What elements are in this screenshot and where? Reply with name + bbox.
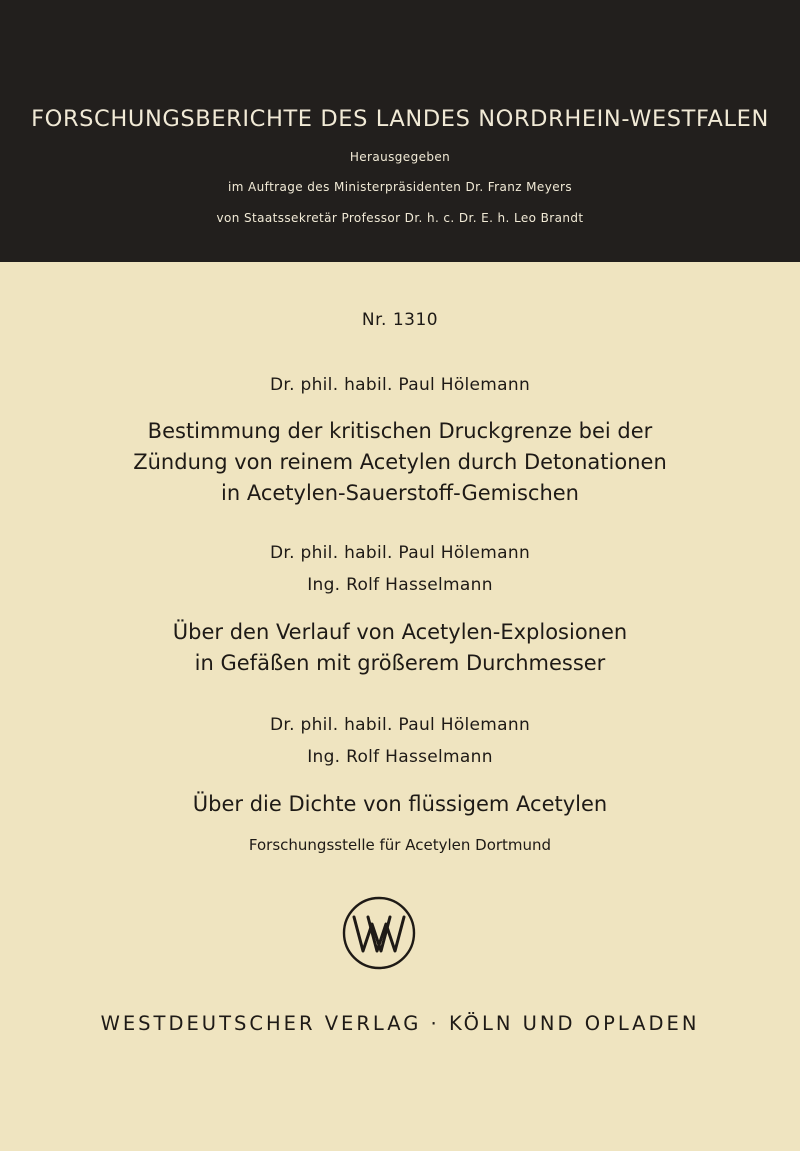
publisher-logo [341,895,417,971]
paper-3-title-line-1: Über die Dichte von flüssigem Acetylen [192,792,608,816]
paper-1-title-line-1: Bestimmung der kritischen Druckgrenze bei der [147,419,653,443]
series-title: FORSCHUNGSBERICHTE DES LANDES NORDRHEIN-WESTFALEN [31,106,769,132]
paper-3-author-2: Ing. Rolf Hasselmann [307,747,493,767]
paper-1-title-line-3: in Acetylen-Sauerstoff-Gemischen [221,481,579,505]
paper-1-title-line-2: Zündung von reinem Acetylen durch Detonationen [133,450,667,474]
paper-2-author-1: Dr. phil. habil. Paul Hölemann [269,543,531,563]
publisher-imprint: WESTDEUTSCHER VERLAG · KÖLN UND OPLADEN [100,1012,700,1035]
cover-body [0,262,800,1151]
paper-2-title-line-1: Über den Verlauf von Acetylen-Explosionen [172,620,628,644]
editor-line-2: im Auftrage des Ministerpräsidenten Dr. Franz Meyers [228,180,572,194]
paper-3-author-1: Dr. phil. habil. Paul Hölemann [269,715,531,735]
affiliation: Forschungsstelle für Acetylen Dortmund [248,836,552,854]
editor-line-3: von Staatssekretär Professor Dr. h. c. Dr. E. h. Leo Brandt [216,211,584,225]
paper-1-author: Dr. phil. habil. Paul Hölemann [269,375,531,395]
paper-2-title-line-2: in Gefäßen mit größerem Durchmesser [194,651,606,675]
paper-2-author-2: Ing. Rolf Hasselmann [307,575,493,595]
editor-line-1: Herausgegeben [349,150,451,164]
volume-number: Nr. 1310 [361,310,439,330]
series-header [0,0,800,262]
